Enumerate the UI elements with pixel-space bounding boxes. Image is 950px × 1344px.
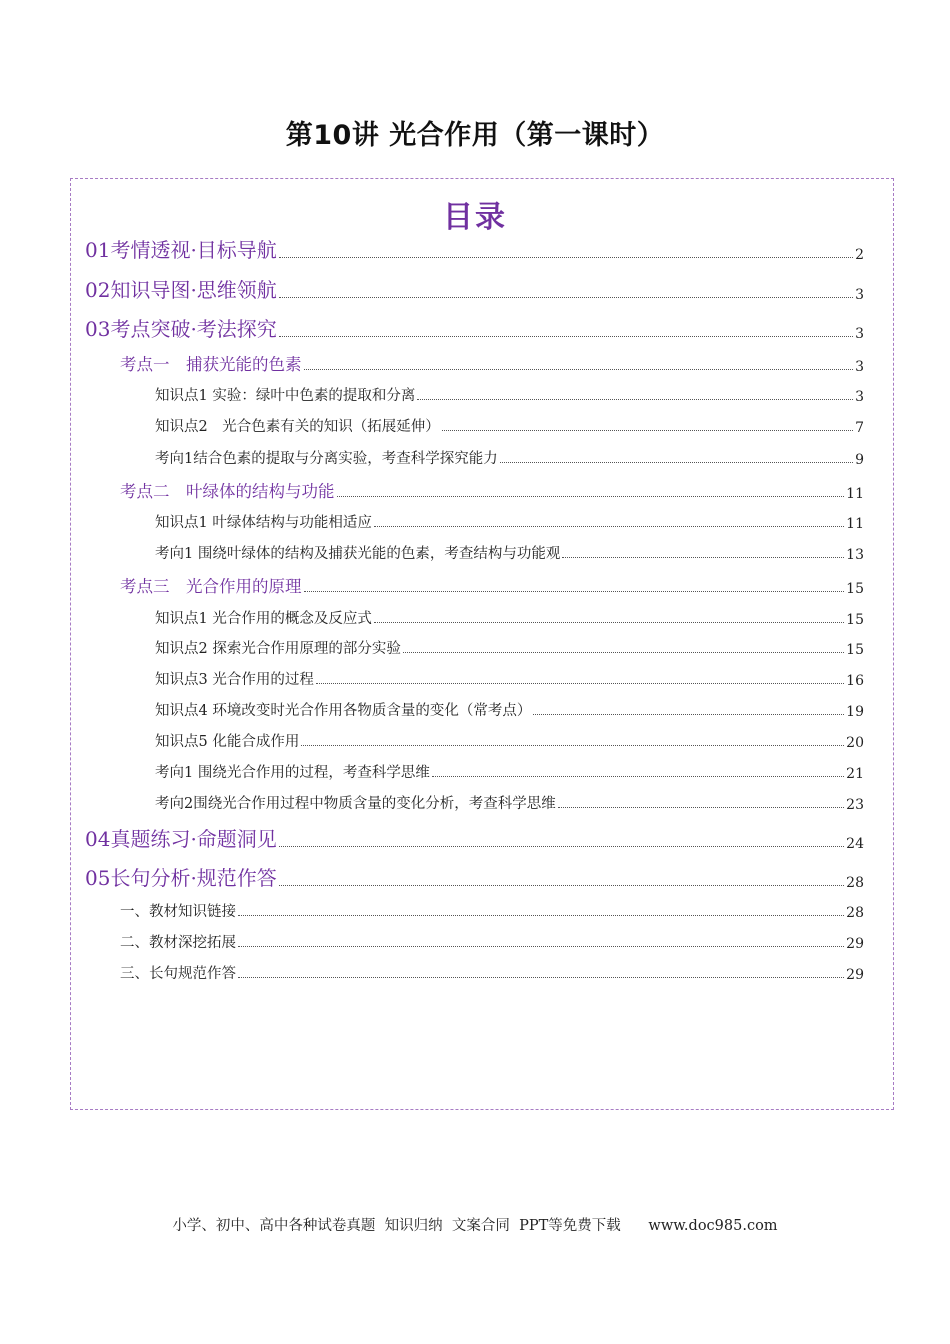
- dot-leader: [403, 651, 844, 653]
- dot-leader: [500, 461, 853, 463]
- toc-heading: 目录: [443, 200, 507, 235]
- toc-entry-label: 03考点突破·考法探究: [85, 317, 277, 341]
- toc-entry-label: 考向1 围绕叶绿体的结构及捕获光能的色素，考查结构与功能观: [155, 546, 561, 562]
- toc-page-number: 3: [855, 389, 864, 405]
- toc-entry-label: 知识点4 环境改变时光合作用各物质含量的变化（常考点）: [155, 703, 532, 719]
- dot-leader: [238, 976, 844, 978]
- toc-entry-label: 02知识导图·思维领航: [85, 278, 277, 302]
- toc-entry-item[interactable]: [155, 668, 864, 689]
- toc-page-number: 3: [855, 287, 864, 303]
- toc-entry-section-02[interactable]: [85, 274, 864, 303]
- toc-entry-label: 考向1结合色素的提取与分离实验，考查科学探究能力: [155, 451, 498, 467]
- toc-page-number: 9: [855, 452, 864, 468]
- toc-page-number: 19: [846, 704, 864, 720]
- toc-page-number: 29: [846, 967, 864, 983]
- dot-leader: [337, 495, 845, 497]
- toc-entry-label: 知识点5 化能合成作用: [155, 734, 300, 750]
- toc-entry-item[interactable]: [120, 962, 864, 983]
- toc-entry-section-05[interactable]: [85, 862, 864, 891]
- toc-entry-item[interactable]: [120, 931, 864, 952]
- dot-leader: [279, 256, 853, 258]
- toc-entry-label: 考向2围绕光合作用过程中物质含量的变化分析，考查科学思维: [155, 796, 556, 812]
- dot-leader: [533, 713, 844, 715]
- dot-leader: [279, 884, 844, 886]
- toc-page-number: 7: [855, 420, 864, 436]
- toc-entry-label: 知识点1 光合作用的概念及反应式: [155, 611, 372, 627]
- toc-entry-label: 05长句分析·规范作答: [85, 866, 277, 890]
- toc-entry-item[interactable]: [155, 699, 864, 720]
- toc-entry-label: 知识点1 叶绿体结构与功能相适应: [155, 515, 372, 531]
- toc-entry-item[interactable]: [155, 792, 864, 813]
- dot-leader: [562, 556, 844, 558]
- dot-leader: [417, 398, 853, 400]
- toc-entry-item[interactable]: [155, 447, 864, 468]
- toc-page-number: 13: [846, 547, 864, 563]
- toc-entry-label: 三、长句规范作答: [120, 966, 236, 982]
- toc-page-number: 21: [846, 766, 864, 782]
- toc-entry-item[interactable]: [155, 415, 864, 436]
- toc-entry-section-01[interactable]: [85, 234, 864, 263]
- dot-leader: [374, 525, 844, 527]
- toc-entry-item[interactable]: [155, 542, 864, 563]
- dot-leader: [432, 775, 844, 777]
- toc-page-number: 28: [846, 905, 864, 921]
- toc-entry-label: 知识点1 实验：绿叶中色素的提取和分离: [155, 388, 416, 404]
- dot-leader: [374, 621, 844, 623]
- toc-page-number: 15: [846, 581, 864, 597]
- dot-leader: [279, 845, 844, 847]
- toc-entry-section-04[interactable]: [85, 823, 864, 852]
- toc-entry-label: 知识点2 探索光合作用原理的部分实验: [155, 641, 401, 657]
- toc-entry-label: 考点三 光合作用的原理: [120, 577, 302, 596]
- toc-page-number: 24: [846, 836, 864, 852]
- toc-page-number: 23: [846, 797, 864, 813]
- toc-entry-item[interactable]: [120, 900, 864, 921]
- toc-entry-item[interactable]: [155, 384, 864, 405]
- toc-page-number: 11: [846, 516, 864, 532]
- toc-entry-label: 考向1 围绕光合作用的过程，考查科学思维: [155, 765, 430, 781]
- toc-page-number: 15: [846, 612, 864, 628]
- dot-leader: [279, 296, 853, 298]
- toc-entry-label: 知识点2 光合色素有关的知识（拓展延伸）: [155, 419, 440, 435]
- toc-entry-kaodian-3[interactable]: [120, 573, 864, 597]
- toc-entry-label: 考点一 捕获光能的色素: [120, 355, 302, 374]
- toc-entry-label: 考点二 叶绿体的结构与功能: [120, 482, 335, 501]
- dot-leader: [304, 590, 845, 592]
- toc-page-number: 15: [846, 642, 864, 658]
- toc-entry-item[interactable]: [155, 511, 864, 532]
- toc-entry-kaodian-1[interactable]: [120, 351, 864, 375]
- toc-entry-label: 二、教材深挖拓展: [120, 935, 236, 951]
- toc-entry-label: 04真题练习·命题洞见: [85, 827, 277, 851]
- toc-page-number: 3: [855, 326, 864, 342]
- toc-page-number: 16: [846, 673, 864, 689]
- toc-page-number: 11: [846, 486, 864, 502]
- toc-entry-label: 01考情透视·目标导航: [85, 238, 277, 262]
- toc-entry-label: 一、教材知识链接: [120, 904, 236, 920]
- toc-page-number: 28: [846, 875, 864, 891]
- dot-leader: [316, 682, 844, 684]
- dot-leader: [558, 806, 844, 808]
- toc-page-number: 20: [846, 735, 864, 751]
- toc-entry-item[interactable]: [155, 730, 864, 751]
- toc-entry-item[interactable]: [155, 607, 864, 628]
- page-footer: 小学、初中、高中各种试卷真题 知识归纳 文案合同 PPT等免费下载 www.doc985.com: [172, 1218, 778, 1234]
- page-title: 第10讲 光合作用（第一课时）: [285, 120, 665, 151]
- toc-page-number: 3: [855, 359, 864, 375]
- dot-leader: [442, 429, 853, 431]
- dot-leader: [279, 335, 853, 337]
- dot-leader: [301, 744, 844, 746]
- dot-leader: [238, 945, 844, 947]
- toc-entry-label: 知识点3 光合作用的过程: [155, 672, 314, 688]
- toc-entry-section-03[interactable]: [85, 313, 864, 342]
- toc-page-number: 2: [855, 247, 864, 263]
- toc-page-number: 29: [846, 936, 864, 952]
- toc-entry-item[interactable]: [155, 761, 864, 782]
- toc-entry-kaodian-2[interactable]: [120, 478, 864, 502]
- dot-leader: [238, 914, 844, 916]
- dot-leader: [304, 368, 854, 370]
- toc-entry-item[interactable]: [155, 637, 864, 658]
